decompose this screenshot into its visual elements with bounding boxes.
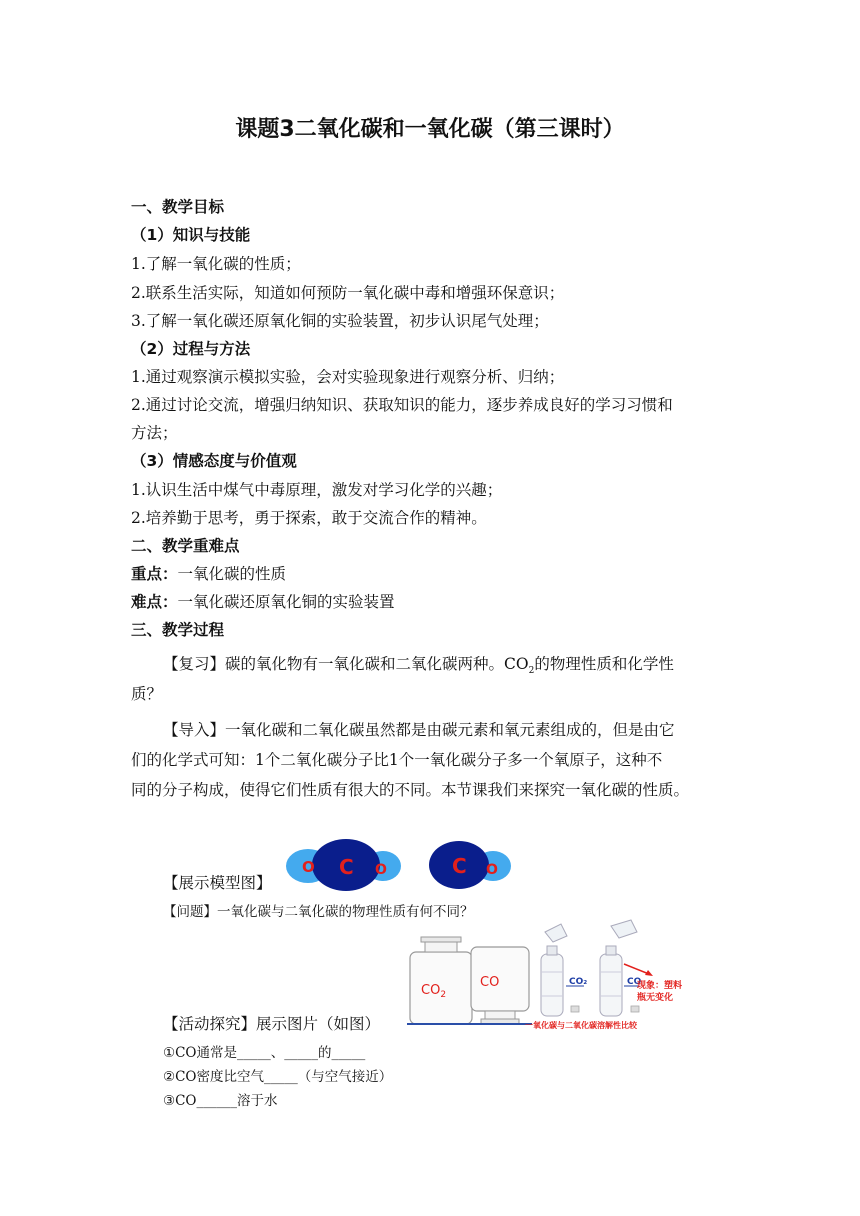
bottle-label-co2: CO₂ — [569, 977, 588, 987]
phenomenon-text-line2: 瓶无变化 — [637, 993, 674, 1003]
list-item-continued: 方法； — [131, 424, 178, 442]
molecule-models — [284, 838, 524, 894]
activity-line: 【活动探究】展示图片（如图） — [163, 1015, 381, 1033]
model-label: 【展示模型图】 — [163, 874, 272, 892]
co2-molecule-model — [286, 839, 401, 891]
intro-paragraph-line1: 【导入】一氧化碳和二氧化碳虽然都是由碳元素和氧元素组成的，但是由它 — [163, 721, 675, 739]
jar-label-co2: $CO_2$ — [421, 983, 447, 1000]
review-paragraph-line2: 质？ — [131, 685, 163, 703]
atom-label-o: O — [302, 858, 315, 876]
co2-gas-jar — [410, 937, 472, 1024]
subheading-attitude: （3）情感态度与价值观 — [131, 452, 297, 470]
atom-label-c: C — [452, 854, 467, 878]
figure-caption: 一氧化碳与二氧化碳溶解性比较 — [525, 1021, 637, 1030]
atom-label-o: O — [486, 862, 498, 878]
list-item: 3.了解一氧化碳还原氧化铜的实验装置，初步认识尾气处理； — [131, 312, 549, 330]
key-point — [131, 564, 735, 584]
list-item: 1.了解一氧化碳的性质； — [131, 255, 301, 273]
difficulty-label: 难点： — [131, 593, 178, 611]
question-item-3: ③CO______溶于水 — [163, 1093, 278, 1109]
list-item: 1.认识生活中煤气中毒原理，激发对学习化学的兴趣； — [131, 481, 503, 499]
section-heading-process: 三、教学过程 — [131, 621, 225, 639]
atom-label-o: O — [375, 862, 387, 878]
page-title: 课题3二氧化碳和一氧化碳（第三课时） — [235, 117, 625, 142]
list-item: 1.通过观察演示模拟实验，会对实验现象进行观察分析、归纳； — [131, 368, 565, 386]
phenomenon-text-line1: 现象：塑料 — [637, 981, 683, 991]
review-subscript: 2 — [528, 666, 535, 677]
list-item: 2.通过讨论交流，增强归纳知识、获取知识的能力，逐步养成良好的学习习惯和 — [131, 396, 673, 414]
arrow-head — [645, 970, 653, 976]
review-paragraph-line1 — [163, 654, 735, 681]
co-molecule-model — [429, 841, 511, 889]
list-item: 2.培养勤于思考，勇于探索，敢于交流合作的精神。 — [131, 509, 487, 527]
subheading-knowledge: （1）知识与技能 — [131, 226, 251, 244]
co-gas-jar — [471, 947, 529, 1024]
section-heading-key-points: 二、教学重难点 — [131, 537, 240, 555]
key-point-label: 重点： — [131, 565, 178, 583]
intro-paragraph-line3: 同的分子构成，使得它们性质有很大的不同。本节课我们来探究一氧化碳的性质。 — [131, 781, 690, 799]
bottle-label-co: CO — [627, 977, 642, 987]
co2-plastic-bottle — [541, 924, 587, 1016]
review-text-tail: 的物理性质和化学性 — [534, 655, 674, 673]
review-text: 【复习】碳的氧化物有一氧化碳和二氧化碳两种。CO — [163, 655, 529, 673]
question-line: 【问题】一氧化碳与二氧化碳的物理性质有何不同？ — [163, 904, 474, 920]
section-heading-objectives: 一、教学目标 — [131, 198, 225, 216]
question-item-2: ②CO密度比空气_____（与空气接近） — [163, 1069, 393, 1085]
question-item-1: ①CO通常是_____、_____的_____ — [163, 1045, 366, 1061]
atom-label-c: C — [339, 855, 354, 879]
list-item: 2.联系生活实际，知道如何预防一氧化碳中毒和增强环保意识； — [131, 284, 565, 302]
difficulty-text: 一氧化碳还原氧化铜的实验装置 — [177, 593, 395, 611]
difficulty-point — [131, 592, 735, 612]
intro-paragraph-line2: 们的化学式可知：1个二氧化碳分子比1个一氧化碳分子多一个氧原子，这种不 — [131, 751, 663, 769]
phenomenon-arrow — [624, 964, 649, 974]
jar-label-co: CO — [480, 975, 500, 990]
key-point-text: 一氧化碳的性质 — [177, 565, 287, 583]
subheading-process: （2）过程与方法 — [131, 340, 251, 358]
